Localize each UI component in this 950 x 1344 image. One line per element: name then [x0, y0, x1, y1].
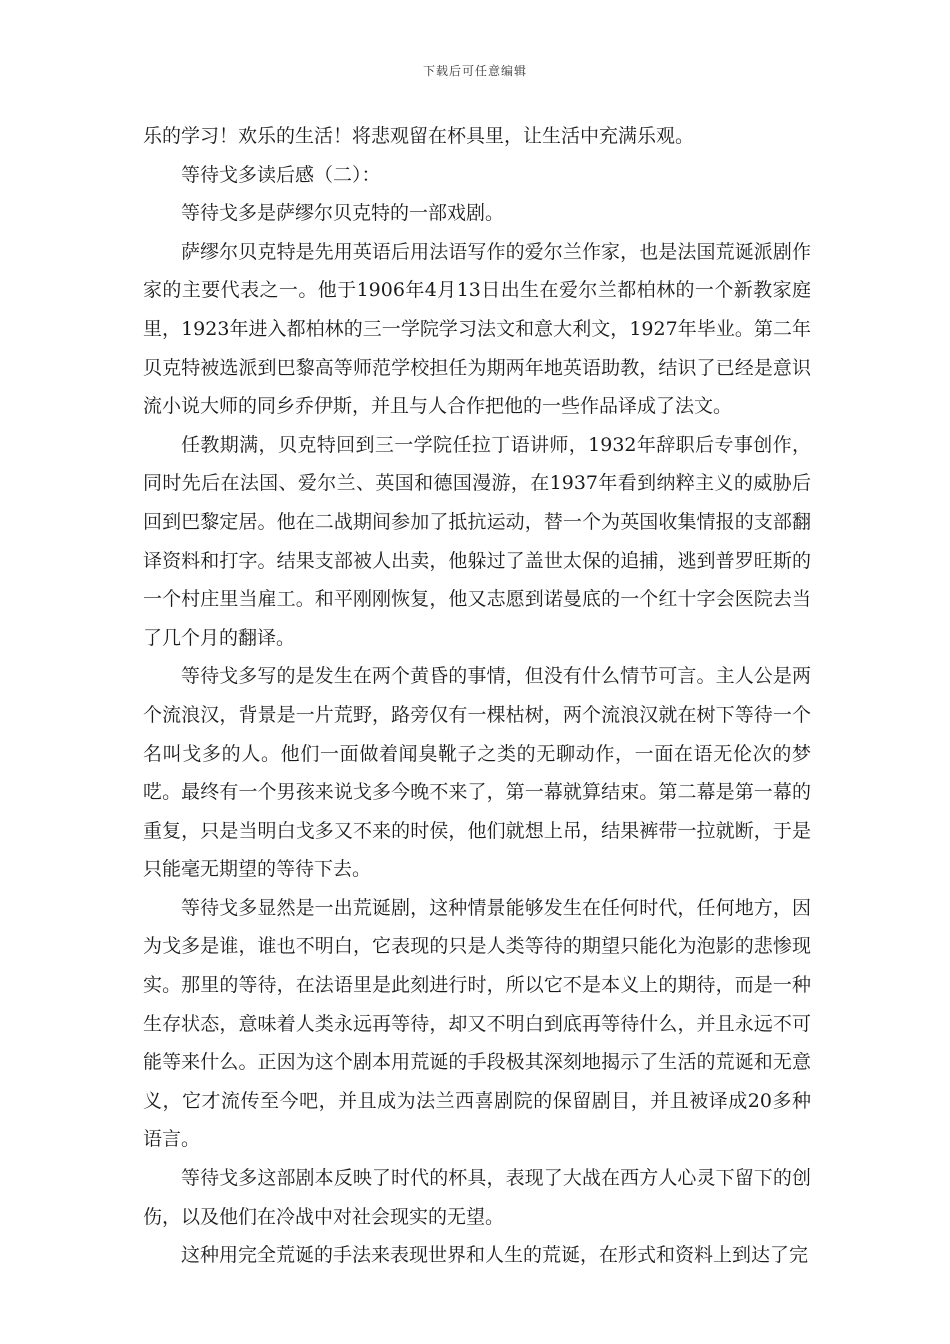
paragraph: 等待戈多显然是一出荒诞剧，这种情景能够发生在任何时代，任何地方，因为戈多是谁，谁也不明白，它表现的只是人类等待的期望只能化为泡影的悲惨现实。那里的等待，在法语里是此刻进行时，所以它不是本义上的期待，而是一种生存状态，意味着人类永远再等待，却又不明白到底再等待什么，并且永远不可能等来什么。正因为这个剧本用荒诞的手段极其深刻地揭示了生活的荒诞和无意义，它才流传至今吧，并且成为法兰西喜剧院的保留剧目，并且被译成20多种语言。 [143, 896, 811, 1151]
paragraph: 等待戈多写的是发生在两个黄昏的事情，但没有什么情节可言。主人公是两个流浪汉，背景是一片荒野，路旁仅有一棵枯树，两个流浪汉就在树下等待一个名叫戈多的人。他们一面做着闻臭靴子之类的无聊动作，一面在语无伦次的梦呓。最终有一个男孩来说戈多今晚不来了，第一幕就算结束。第二幕是第一幕的重复，只是当明白戈多又不来的时侯，他们就想上吊，结果裤带一拉就断，于是只能毫无期望的等待下去。 [143, 665, 811, 881]
paragraph-continues-next-page: 这种用完全荒诞的手法来表现世界和人生的荒诞，在形式和资料上到达了完 [181, 1244, 809, 1267]
page-header: 下载后可任意编辑 [422, 64, 527, 78]
paragraph-continuation: 乐的学习！欢乐的生活！将悲观留在杯具里，让生活中充满乐观。 [143, 125, 695, 147]
paragraph: 任教期满，贝克特回到三一学院任拉丁语讲师，1932年辞职后专事创作，同时先后在法国、爱尔兰、英国和德国漫游，在1937年看到纳粹主义的威胁后回到巴黎定居。他在二战期间参加了抵抗运动，替一个为英国收集情报的支部翻译资料和打字。结果支部被人出卖，他躲过了盖世太保的追捕，逃到普罗旺斯的一个村庄里当雇工。和平刚刚恢复，他又志愿到诺曼底的一个红十字会医院去当了几个月的翻译。 [143, 433, 811, 649]
paragraph: 等待戈多是萨缪尔贝克特的一部戏剧。 [181, 202, 505, 225]
section-heading: 等待戈多读后感（二）： [181, 163, 381, 186]
paragraph: 萨缪尔贝克特是先用英语后用法语写作的爱尔兰作家，也是法国荒诞派剧作家的主要代表之一。他于1906年4月13日出生在爱尔兰都柏林的一个新教家庭里，1923年进入都柏林的三一学院学习法文和意大利文，1927年毕业。第二年贝克特被选派到巴黎高等师范学校担任为期两年地英语助教，结识了已经是意识流小说大师的同乡乔伊斯，并且与人合作把他的一些作品译成了法文。 [143, 240, 811, 418]
paragraph: 等待戈多这部剧本反映了时代的杯具，表现了大战在西方人心灵下留下的创伤，以及他们在冷战中对社会现实的无望。 [143, 1167, 811, 1228]
document-body [143, 117, 811, 1275]
